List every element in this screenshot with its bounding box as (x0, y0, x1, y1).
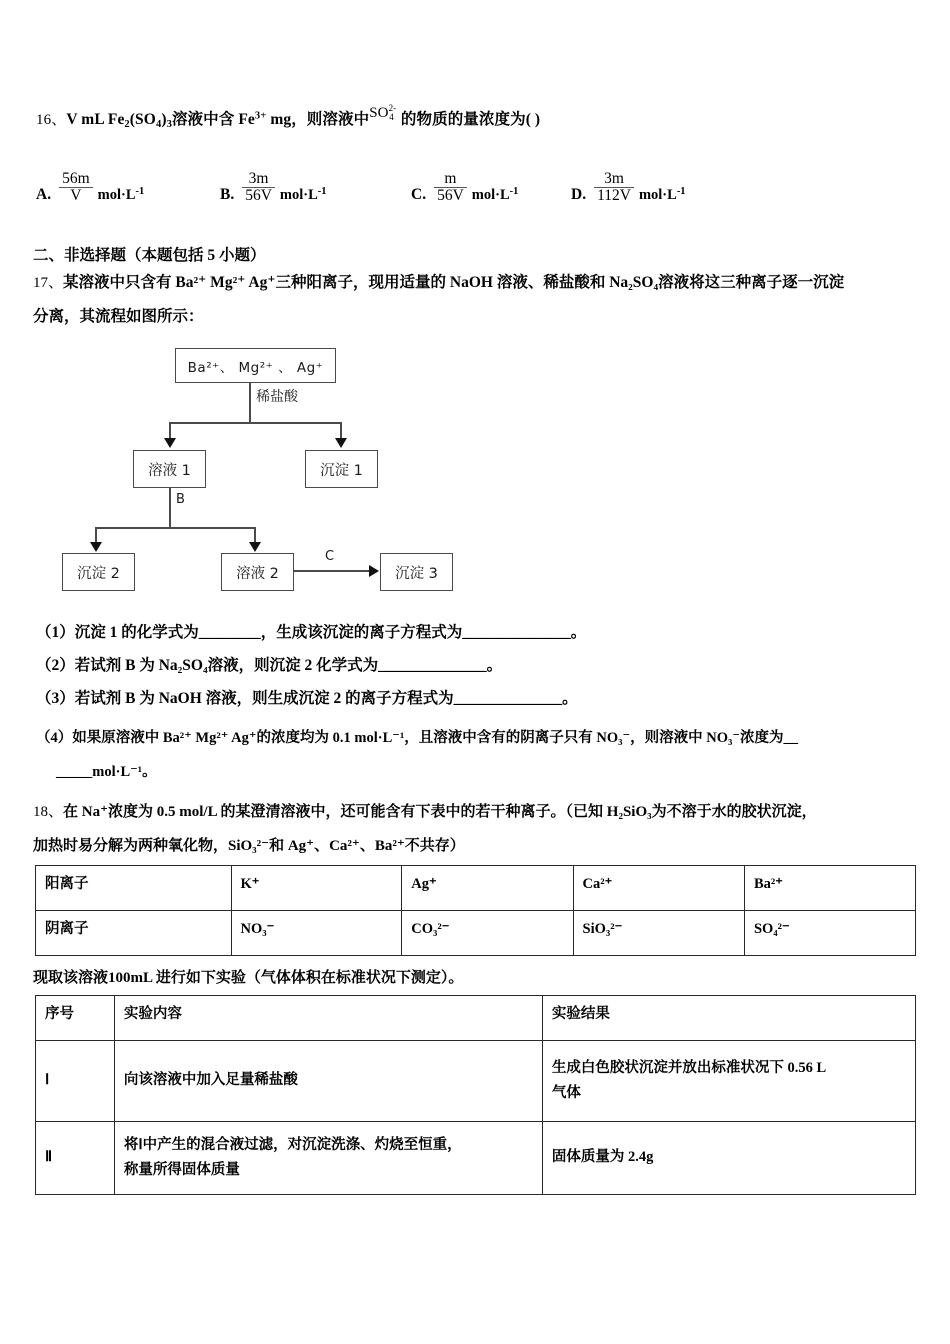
question-17-line-2: 分离，其流程如图所示： (33, 308, 204, 325)
option-d-unit (639, 187, 686, 206)
flow-connector-stem-2 (169, 488, 171, 527)
experiment-header-index: 序号 (36, 996, 115, 1041)
option-a-unit-text: mol·L (97, 187, 136, 203)
flow-box-initial-ions: Ba²⁺、 Mg²⁺ 、 Ag⁺ (175, 348, 336, 383)
q16-stem-sup-1: 3+ (254, 110, 267, 122)
ion-cell-co3: CO₃²⁻ (402, 911, 573, 956)
option-b-unit (280, 187, 327, 206)
option-a-unit (98, 187, 145, 206)
q16-stem-part-c: ) (161, 111, 167, 128)
option-a-numerator: 56m (59, 171, 93, 189)
sulfate-symbol: SO (369, 105, 389, 121)
option-c-unit-exponent: -1 (509, 186, 519, 197)
question-17-sub-1: （1）沉淀 1 的化学式为________，生成该沉淀的离子方程式为______________。 (36, 624, 587, 641)
q16-stem-sub-2: 4 (155, 118, 162, 130)
option-d-fraction (594, 171, 634, 206)
flow-arrow-down-right-2 (249, 542, 261, 552)
ion-table-row-header-cation: 阳离子 (36, 866, 232, 911)
option-c-label: C. (411, 186, 427, 203)
option-d-label: D. (571, 186, 587, 203)
question-17-sub-4-cont: _____mol·L⁻¹。 (56, 764, 157, 780)
option-c-denominator: 56V (437, 187, 464, 205)
option-b-unit-exponent: -1 (317, 186, 327, 197)
q16-stem-part-b: (SO (129, 111, 156, 128)
option-b-label: B. (220, 186, 235, 203)
table-row-anions (36, 911, 916, 956)
experiment-row-2-content-line-2: 称量所得固体质量 (123, 1162, 240, 1178)
option-c-unit-text: mol·L (471, 187, 510, 203)
question-18-line-2: 加热时易分解为两种氧化物，SiO₃²⁻和 Ag⁺、Ca²⁺、Ba²⁺不共存） (33, 838, 465, 854)
ion-table (35, 865, 916, 956)
q16-stem-part-f: 的物质的量浓度为( ) (400, 111, 541, 128)
table-row (36, 1122, 916, 1195)
ion-cell-ag: Ag⁺ (402, 866, 573, 911)
sulfate-subscript: 4 (389, 112, 394, 122)
q16-stem-part-a: V mL Fe (66, 111, 125, 128)
question-18-number: 18、 (33, 804, 64, 820)
experiment-table (35, 995, 916, 1195)
question-17-sub-3: （3）若试剂 B 为 NaOH 溶液，则生成沉淀 2 的离子方程式为______________。 (36, 690, 578, 707)
flow-connector-split-2 (95, 527, 255, 529)
question-18-line-1-text: 在 Na⁺浓度为 0.5 mol/L 的某澄清溶液中，还可能含有下表中的若干种离子。（已知 H₂SiO₃为不溶于水的胶状沉淀， (63, 804, 817, 820)
flow-label-dilute-hcl: 稀盐酸 (256, 389, 298, 405)
flow-connector-split-1 (169, 422, 341, 424)
experiment-row-2-content (114, 1122, 542, 1195)
table-row-header (36, 996, 916, 1041)
flow-arrow-down-right-1 (335, 438, 347, 448)
ion-cell-ca: Ca²⁺ (573, 866, 744, 911)
option-d-denominator: 112V (597, 187, 631, 205)
experiment-row-1-result-line-1: 生成白色胶状沉淀并放出标准状况下 0.56 L (551, 1059, 827, 1076)
flow-connector-stem-1 (249, 383, 251, 422)
ion-table-row-header-anion: 阴离子 (36, 911, 232, 956)
question-17-line-1 (33, 270, 923, 292)
flow-box-precipitate-2: 沉淀 2 (62, 553, 135, 591)
option-a-label: A. (36, 186, 52, 203)
experiment-row-2-result-line-1: 固体质量为 2.4g (551, 1149, 654, 1166)
ion-cell-k: K⁺ (231, 866, 402, 911)
experiment-row-2-result (542, 1122, 915, 1195)
question-17-sub-2: （2）若试剂 B 为 Na₂SO₄溶液，则沉淀 2 化学式为______________。 (36, 657, 503, 674)
option-a-unit-exponent: -1 (135, 186, 145, 197)
option-c-fraction (434, 171, 467, 206)
sulfate-ion-glyph (369, 102, 401, 125)
sulfate-charge: 2- (388, 103, 397, 113)
question-16-number: 16、 (36, 112, 67, 128)
ion-cell-so4: SO₄²⁻ (744, 911, 915, 956)
question-17-line-1-text: 某溶液中只含有 Ba²⁺ Mg²⁺ Ag⁺三种阳离子，现用适量的 NaOH 溶液、稀盐酸和 Na₂SO₄溶液将这三种离子逐一沉淀 (63, 274, 845, 291)
experiment-row-1-index: Ⅰ (36, 1041, 115, 1122)
flow-arrow-right-c (369, 565, 379, 577)
table-row-cations (36, 866, 916, 911)
flow-arrow-down-left-1 (164, 438, 176, 448)
flow-box-solution-2: 溶液 2 (221, 553, 294, 591)
ion-cell-no3: NO₃⁻ (231, 911, 402, 956)
option-b-unit-text: mol·L (279, 187, 318, 203)
option-c-unit (472, 187, 519, 206)
flow-arrow-down-left-2 (90, 542, 102, 552)
flow-label-reagent-c: C (325, 549, 335, 564)
q16-stem-part-e: mg，则溶液中 (266, 111, 370, 128)
separation-flowchart (0, 336, 520, 606)
experiment-header-result: 实验结果 (542, 996, 915, 1041)
experiment-note: 现取该溶液100mL 进行如下实验（气体体积在标准状况下测定）。 (33, 970, 464, 986)
q16-stem-sub-1: 2 (124, 118, 130, 130)
experiment-row-1-result (542, 1041, 915, 1122)
experiment-row-1-result-line-2: 气体 (551, 1085, 581, 1101)
question-16-stem (36, 103, 916, 132)
option-d-unit-text: mol·L (638, 187, 677, 203)
option-b[interactable] (220, 152, 327, 206)
flow-box-precipitate-3: 沉淀 3 (380, 553, 453, 591)
option-a-denominator: V (70, 187, 82, 205)
flow-label-reagent-b: B (176, 492, 185, 507)
question-17-number: 17、 (33, 275, 64, 291)
ion-cell-sio3: SiO₃²⁻ (573, 911, 744, 956)
experiment-header-content: 实验内容 (114, 996, 542, 1041)
experiment-row-2-index: Ⅱ (36, 1122, 115, 1195)
question-17-sub-4: （4）如果原溶液中 Ba²⁺ Mg²⁺ Ag⁺的浓度均为 0.1 mol·L⁻¹，且溶液中含有的阴离子只有 NO₃⁻，则溶液中 NO₃⁻浓度为__ (36, 730, 799, 746)
option-d-unit-exponent: -1 (676, 186, 686, 197)
experiment-row-1-content (114, 1041, 542, 1122)
option-d[interactable] (571, 152, 686, 206)
option-b-fraction (242, 171, 275, 206)
flow-box-precipitate-1: 沉淀 1 (305, 450, 378, 488)
option-b-denominator: 56V (245, 187, 272, 205)
q16-stem-sub-3: 3 (166, 118, 172, 130)
question-18-line-1 (33, 800, 817, 821)
experiment-row-2-content-line-1: 将Ⅰ中产生的混合液过滤，对沉淀洗涤、灼烧至恒重， (123, 1136, 462, 1153)
ion-cell-ba: Ba²⁺ (744, 866, 915, 911)
option-a-fraction (59, 171, 93, 206)
flow-box-solution-1: 溶液 1 (133, 450, 206, 488)
question-16-options (36, 152, 916, 206)
option-a[interactable] (36, 152, 144, 206)
option-c[interactable] (411, 152, 518, 206)
option-c-numerator: m (434, 171, 467, 189)
option-d-numerator: 3m (594, 171, 634, 189)
q16-stem-part-d: 溶液中含 Fe (171, 111, 255, 128)
option-b-numerator: 3m (242, 171, 275, 189)
table-row (36, 1041, 916, 1122)
flow-connector-horizontal-c (294, 570, 370, 572)
experiment-row-1-content-line-1: 向该溶液中加入足量稀盐酸 (123, 1072, 298, 1089)
section-2-heading: 二、非选择题（本题包括 5 小题） (33, 247, 266, 264)
